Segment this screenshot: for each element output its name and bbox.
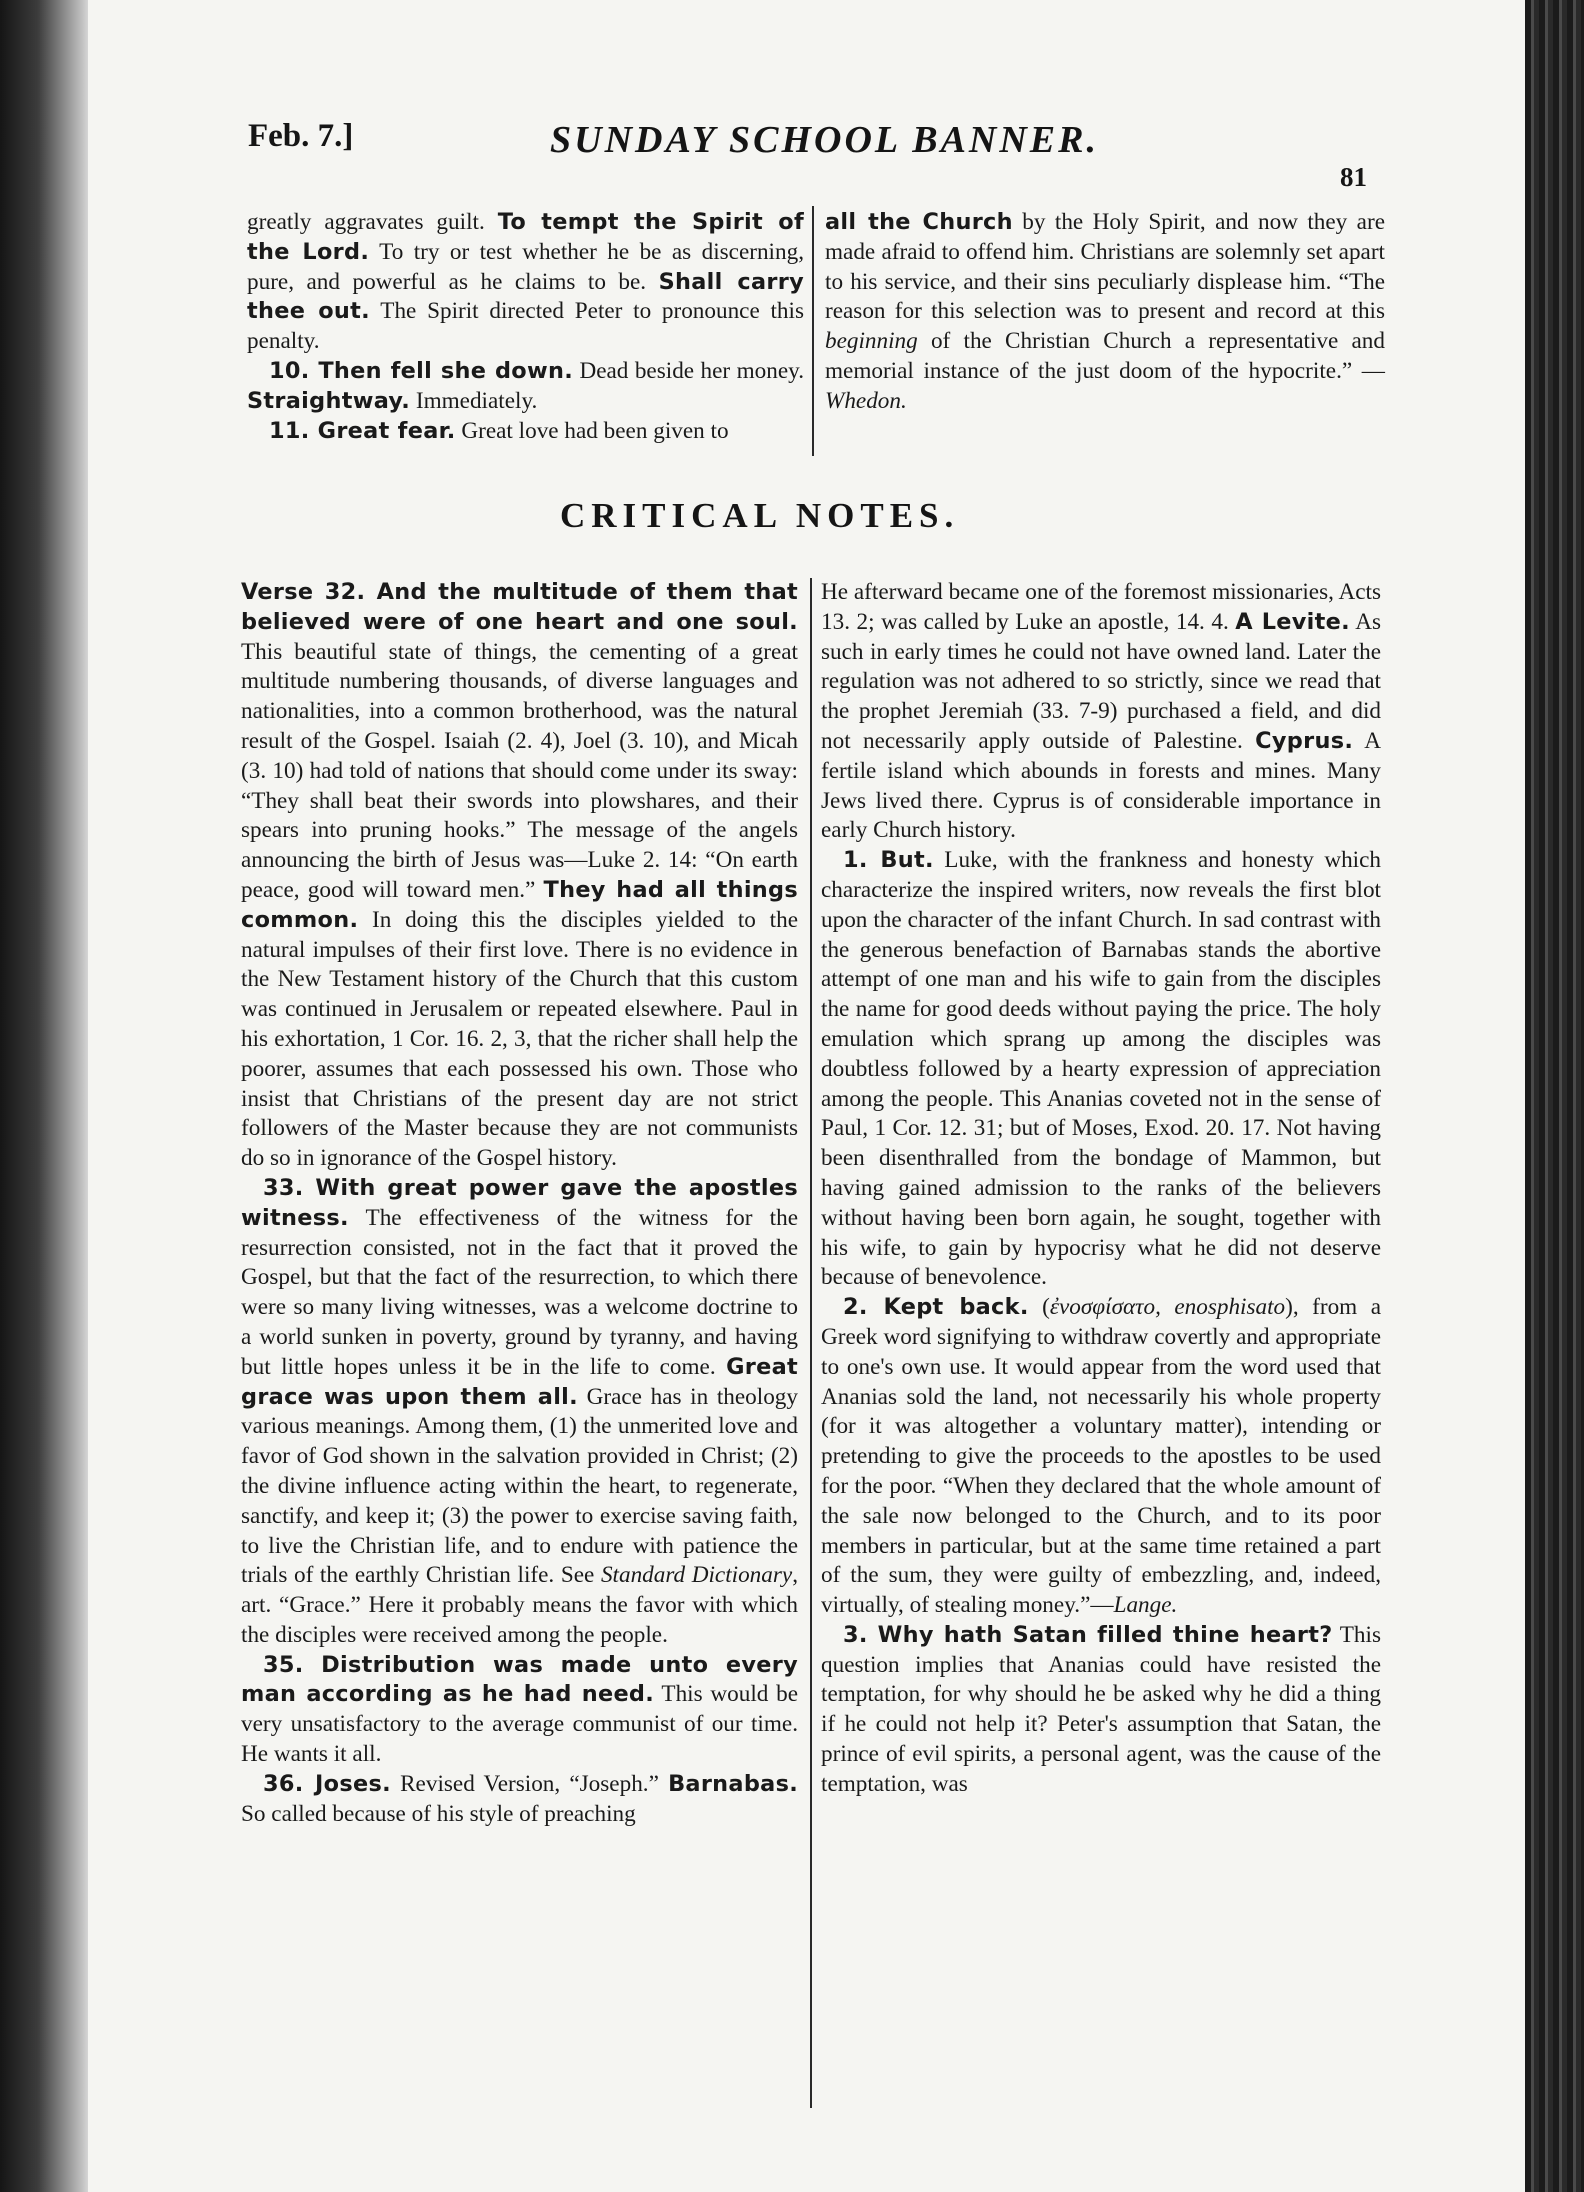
paragraph [825,208,1385,417]
bold-lemma: 33. With great power gave the apostles witness. [241,1174,798,1231]
top-left-column [247,208,804,446]
critical-notes-left-column [241,578,798,1829]
body-text: This question implies that Ananias could have resisted the temptation, for why should he be asked why he did a thing if he could not help it? Peter's assumption that Satan, the prince of evil spirits, a personal agent, was the cause of the temptation, was [821,1621,1381,1797]
body-text: The effectiveness of the witness for the resurrection consisted, not in the fact that it proved the Gospel, but that the fact of the resurrection, to which there were so many living witnesses, was a welcome doctrine to a world sunken in poverty, ground by tyranny, and having but little hopes unless it be in the life to come. [241,1204,798,1380]
body-text: Grace has in theology various meanings. Among them, (1) the unmerited love and favor of God shown in the salvation provided in Christ; (2) the divine influence acting within the heart, to regenerate, sanctify, and keep it; (3) the power to exercise saving faith, to live the Christian life, and to endure with patience the trials of the earthly Christian life. See [241,1383,798,1589]
body-text: As such in early times he could not have owned land. Later the regulation was not adhered to so strictly, since we read that the prophet Jeremiah (33. 7-9) purchased a field, and did not necessarily apply outside of Palestine. [821,608,1381,754]
paragraph [241,578,798,1174]
body-text: To try or test whether he be as discerning, pure, and powerful as he claims to be. [247,238,804,295]
bold-lemma: 2. Kept back. [843,1294,1029,1321]
body-text: by the Holy Spirit, and now they are made afraid to offend him. Christians are solemnly set apart to his service, and their sins peculiarly displease him. “The reason for this selection was to present and record at this [825,209,1385,325]
paragraph [821,1621,1381,1800]
top-right-column [825,208,1385,417]
bold-lemma: They had all things common. [241,876,798,933]
bold-lemma: 1. But. [843,847,934,874]
paragraph [821,1293,1381,1621]
body-text: A fertile island which abounds in forests and mines. Many Jews lived there. Cyprus is of considerable importance in early Church history. [821,727,1381,844]
body-text: Dead beside her money. [573,357,804,384]
body-text: This beautiful state of things, the cementing of a great multitude numbering thousands, of diverse languages and nationalities, into a common brotherhood, was the natural result of the Gospel. Isaiah (2. 4), Joel (3. 10), and Micah (3. 10) had told of nations that should come under its sway: “They shall beat their swords into plowshares, and their spears into pruning hooks.” The message of the angels announcing the birth of Jesus was—Luke 2. 14: “On earth peace, good will toward men.” [241,638,798,903]
italic-text: Standard Dictionary [600,1562,793,1589]
paragraph [247,208,804,357]
italic-text: beginning [825,328,918,355]
critical-notes-right-column [821,578,1381,1800]
body-text: Luke, with the frankness and honesty which characterize the inspired writers, now reveals the first blot upon the character of the infant Church. In sad contrast with the generous benefaction of Barnabas stands the abortive attempt of one man and his wife to gain from the disciples the name for good deeds without paying the price. The holy emulation which sprang up among the disciples was doubtless followed by a hearty expression of appreciation among the people. This Ananias coveted not in the sense of Paul, 1 Cor. 12. 31; but of Moses, Exod. 20. 17. Not having been disenthralled from the bondage of Mammon, but having gained admission to the ranks of the believers without having been born again, he sought, together with his wife, to gain by hypocrisy what he did not deserve because of benevolence. [821,847,1382,1291]
italic-text: ἐνοσφίσατο, enosphisato [1049,1294,1286,1321]
bold-lemma: 3. Why hath Satan filled thine heart? [843,1621,1333,1648]
bold-lemma: To tempt the Spirit of the Lord. [247,209,804,265]
top-column-divider [812,206,814,456]
bold-lemma: 36. Joses. [263,1770,391,1797]
bold-lemma: Barnabas. [668,1770,798,1797]
section-heading: CRITICAL NOTES. [560,496,960,535]
paragraph [821,578,1381,846]
main-column-divider [810,578,812,2108]
bold-lemma: Shall carry thee out. [247,268,804,325]
paragraph [247,417,804,447]
body-text: greatly aggravates guilt. [247,209,498,235]
bold-lemma: Great grace was upon them all. [241,1353,798,1410]
bold-lemma: Straightway. [247,387,411,414]
body-text: The Spirit directed Peter to pronounce this penalty. [247,298,804,355]
page-number: 81 [1340,162,1367,192]
bold-lemma: 10. Then fell she down. [269,357,573,384]
italic-text: Lange. [1113,1592,1178,1619]
paragraph [821,846,1381,1293]
paragraph [247,357,804,417]
bold-lemma: Cyprus. [1255,727,1354,754]
paragraph [241,1770,798,1830]
body-text: Immediately. [410,387,538,414]
body-text: Great love had been given to [455,417,729,444]
binding-gutter-shadow [0,0,95,2192]
body-text: ( [1028,1294,1050,1321]
page-edge-strip [1525,0,1584,2192]
running-head-title: SUNDAY SCHOOL BANNER. [550,119,1100,161]
paragraph [241,1174,798,1651]
body-text: In doing this the disciples yielded to the natural impulses of their first love. There is no evidence in the New Testament history of the Church that this custom was continued in Jerusalem or repeated elsewhere. Paul in his exhortation, 1 Cor. 16. 2, 3, that the richer shall help the poorer, assumes that each possessed his own. Those who insist that Christians of the present day are not strict followers of the Master because they are not communists do so in ignorance of the Gospel history. [241,906,798,1172]
body-text: He afterward became one of the foremost missionaries, Acts 13. 2; was called by Luke an apostle, 14. 4. [821,579,1381,635]
bold-lemma: Verse 32. And the multitude of them that believed were of one heart and one soul. [241,579,798,635]
body-text: This would be very unsatisfactory to the average communist of our time. He wants it all. [241,1681,798,1768]
body-text: So called because of his style of preaching [241,1800,636,1827]
bold-lemma: A Levite. [1235,608,1350,635]
bold-lemma: 11. Great fear. [269,417,456,444]
body-text: ), from a Greek word signifying to withdraw covertly and appropriate to one's own use. It would appear from the word used that Ananias sold the land, not necessarily his whole property (for it was altogether a voluntary matter), intending or pretending to give the proceeds to the apostles to be used for the poor. “When they declared that the whole amount of the sale now belonged to the Church, and to its poor members in particular, but at the same time retained a part of the sum, they were guilty of embezzling, and, indeed, virtually, of stealing money.”— [821,1294,1381,1619]
italic-text: Whedon. [825,387,907,414]
running-head-date: Feb. 7.] [248,118,354,154]
paragraph [241,1651,798,1770]
body-text: of the Christian Church a representative and memorial instance of the just doom of the hypocrite.” — [825,328,1385,384]
body-text: Revised Version, “Joseph.” [390,1770,669,1797]
bold-lemma: 35. Distribution was made unto every man according as he had need. [241,1651,798,1708]
bold-lemma: all the Church [825,209,1013,235]
body-text: , art. “Grace.” Here it probably means the favor with which the disciples were received among the people. [241,1562,798,1648]
